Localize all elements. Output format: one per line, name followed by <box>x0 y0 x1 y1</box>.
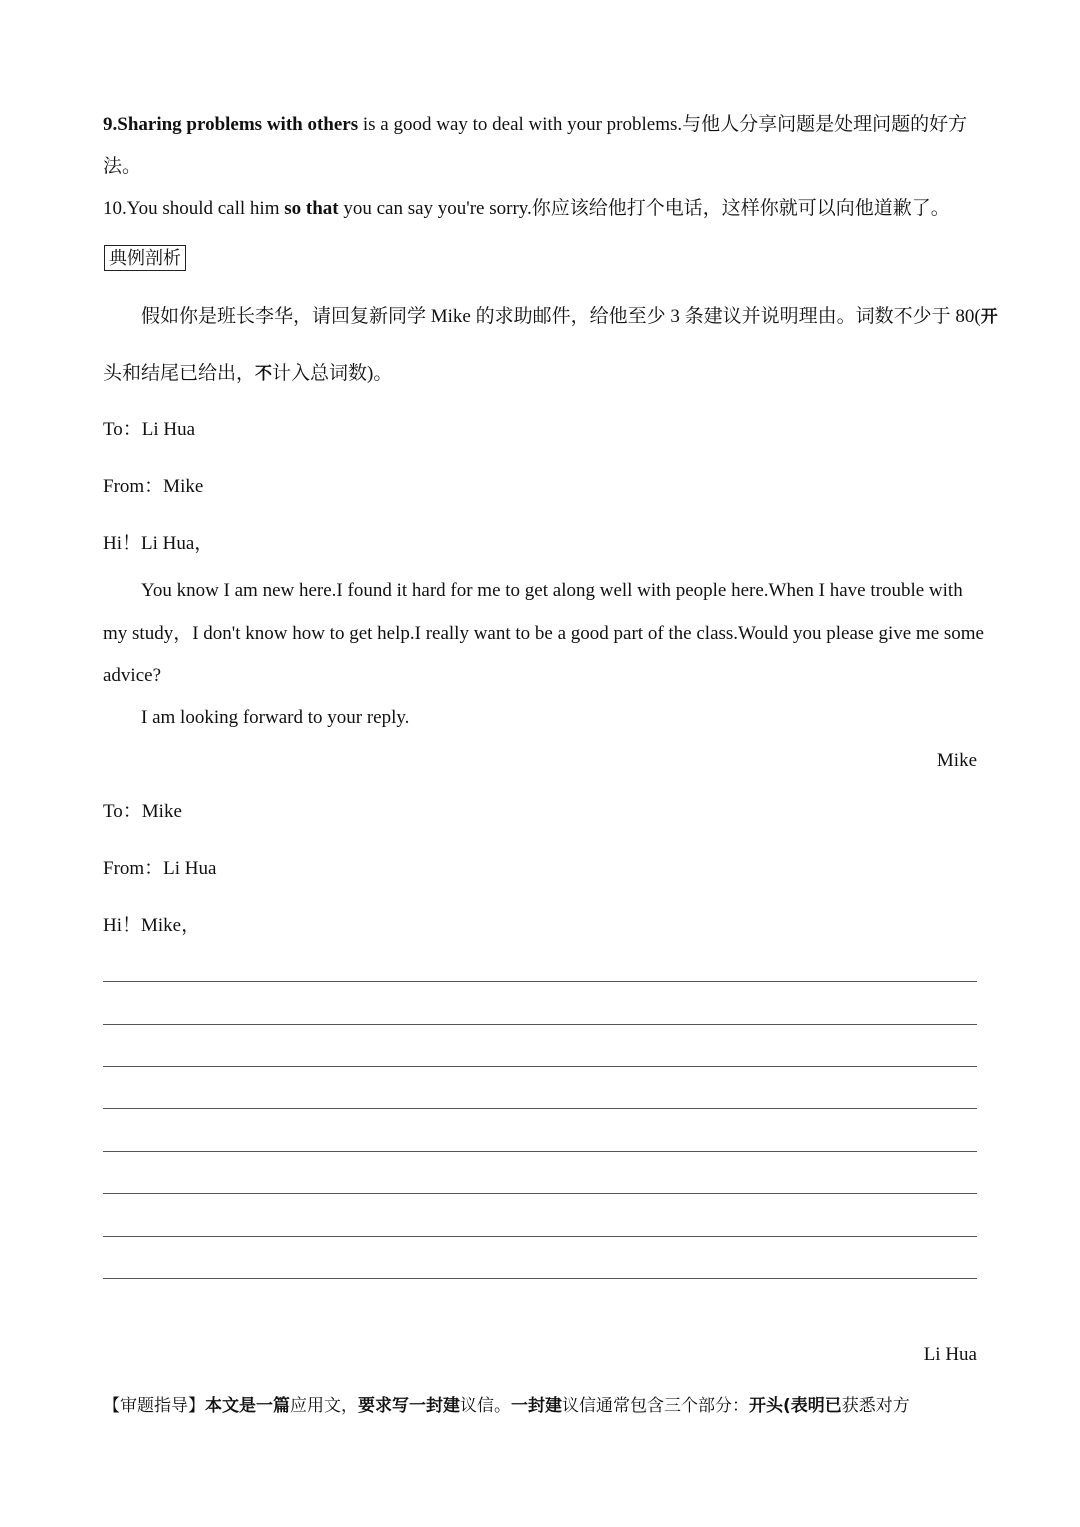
email2-from: From：Li Hua <box>103 858 217 879</box>
example-sentence-9-cont: 法。 <box>103 156 142 177</box>
email1-body-line-1: You know I am new here.I found it hard for me to get along well with people here.When I have trouble with <box>141 580 963 601</box>
email1-to: To：Li Hua <box>103 419 196 440</box>
guide-text: 议信。 <box>460 1396 511 1416</box>
guide-text: 应用文， <box>290 1396 358 1416</box>
guide-paragraph <box>103 1393 977 1419</box>
guide-bold: 一封建 <box>511 1396 562 1416</box>
email1-greeting: Hi！Li Hua， <box>103 533 214 554</box>
prompt-text: 假如你是班长李华，请回复新同学 Mike 的求助邮件，给他至少 3 条建议并说明理由。词数不少于 80( <box>141 306 981 327</box>
email1-closing: I am looking forward to your reply. <box>141 707 410 728</box>
example-sentence-9 <box>103 112 977 138</box>
writing-line <box>103 1151 977 1152</box>
guide-bold: 本文是一篇 <box>205 1396 290 1416</box>
email1-from: From：Mike <box>103 476 204 497</box>
prompt-text: 计入总词数)。 <box>272 363 393 384</box>
key-phrase: so that <box>284 198 339 219</box>
email1-signature: Mike <box>936 750 977 771</box>
writing-line <box>103 1108 977 1109</box>
writing-line <box>103 1066 977 1067</box>
email1-body-line-3: advice? <box>103 665 162 686</box>
guide-text: 获悉对方 <box>841 1396 910 1416</box>
writing-line <box>103 1193 977 1194</box>
writing-line <box>103 1024 977 1025</box>
email2-greeting: Hi！Mike， <box>103 915 201 936</box>
writing-line <box>103 1278 977 1279</box>
sentence-text: you can say you're sorry.你应该给他打个电话，这样你就可以向他道歉了。 <box>338 198 950 219</box>
prompt-text: 头和结尾已给出， <box>103 363 256 384</box>
key-phrase: 9.Sharing problems with others <box>103 114 359 135</box>
guide-bold: 开头(表明已 <box>749 1396 842 1416</box>
prompt-bold: 开 <box>980 307 998 327</box>
prompt-line-1 <box>103 304 998 330</box>
email1-body-line-2: my study，I don't know how to get help.I really want to be a good part of the class.Would you please give me some <box>103 623 984 644</box>
email2-signature: Li Hua <box>923 1344 977 1365</box>
section-label-box: 典例剖析 <box>104 245 186 271</box>
guide-text: 议信通常包含三个部分： <box>562 1396 749 1416</box>
sentence-text: is a good way to deal with your problems.与他人分享问题是处理问题的好方 <box>358 114 968 135</box>
prompt-line-2 <box>103 361 977 387</box>
guide-label: 【审题指导】 <box>103 1396 205 1416</box>
guide-bold: 要求写一封建 <box>358 1396 460 1416</box>
prompt-bold: 不 <box>255 364 273 384</box>
example-sentence-10 <box>103 196 977 222</box>
writing-line <box>103 1236 977 1237</box>
writing-line <box>103 981 977 982</box>
email2-to: To：Mike <box>103 801 182 822</box>
sentence-text: 10.You should call him <box>103 198 285 219</box>
